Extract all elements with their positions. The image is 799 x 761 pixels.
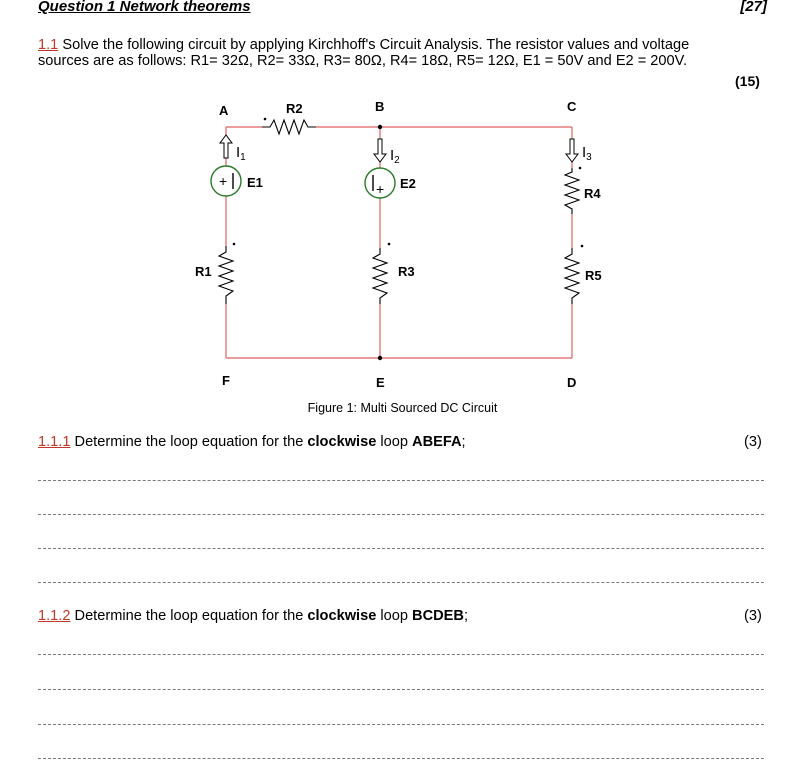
answer-line[interactable] bbox=[38, 758, 764, 759]
node-label-d: D bbox=[567, 375, 577, 390]
label-r4: R4 bbox=[584, 186, 601, 201]
question-total-marks: [27] bbox=[740, 0, 767, 15]
label-e1: E1 bbox=[247, 175, 263, 190]
label-r2: R2 bbox=[286, 101, 303, 116]
node-dot-e bbox=[378, 356, 382, 360]
question-1-1-1: 1.1.1 Determine the loop equation for the clockwise loop ABEFA; bbox=[38, 434, 466, 450]
intro-text: Solve the following circuit by applying Kirchhoff's Circuit Analysis. The resistor values and voltage sources are as follows: R1= 32Ω, R2= 33Ω, R3= 80Ω, R4= 18Ω, R5= 12Ω, E1 = 50V and E2 = 200V. bbox=[38, 37, 690, 69]
node-label-e: E bbox=[376, 375, 385, 390]
question-1-1-2: 1.1.2 Determine the loop equation for the clockwise loop BCDEB; bbox=[38, 608, 468, 624]
answer-line[interactable] bbox=[38, 514, 764, 515]
current-label-i2: $I_2$ bbox=[390, 147, 400, 166]
answer-line[interactable] bbox=[38, 689, 764, 690]
current-arrow-i2 bbox=[374, 139, 386, 162]
resistor-r1 bbox=[219, 246, 233, 304]
q111-ref: 1.1.1 bbox=[38, 434, 71, 450]
node-label-a: A bbox=[219, 103, 229, 118]
q112-ref: 1.1.2 bbox=[38, 608, 71, 624]
svg-text:+: + bbox=[376, 181, 385, 197]
source-e2 bbox=[365, 168, 395, 198]
resistor-r3 bbox=[373, 248, 387, 304]
resistor-r4 bbox=[565, 168, 579, 214]
current-label-i1: $I_1$ bbox=[236, 144, 246, 163]
intro-marks: (15) bbox=[735, 73, 760, 89]
answer-line[interactable] bbox=[38, 654, 764, 655]
node-label-c: C bbox=[567, 99, 577, 114]
source-e1 bbox=[211, 166, 241, 196]
answer-line[interactable] bbox=[38, 582, 764, 583]
label-r5: R5 bbox=[585, 268, 602, 283]
answer-line[interactable] bbox=[38, 724, 764, 725]
node-dot-b bbox=[378, 125, 382, 129]
answer-line[interactable] bbox=[38, 480, 764, 481]
label-e2: E2 bbox=[400, 176, 416, 191]
resistor-r2 bbox=[262, 120, 316, 134]
label-r1: R1 bbox=[195, 264, 212, 279]
q112-marks: (3) bbox=[744, 608, 762, 624]
label-r3: R3 bbox=[398, 264, 415, 279]
q111-marks: (3) bbox=[744, 434, 762, 450]
current-label-i3: $I_3$ bbox=[582, 144, 592, 163]
node-label-f: F bbox=[222, 373, 230, 388]
intro-ref: 1.1 bbox=[38, 37, 59, 53]
question-title: Question 1 Network theorems bbox=[38, 0, 251, 15]
answer-line[interactable] bbox=[38, 548, 764, 549]
node-label-b: B bbox=[375, 99, 385, 114]
current-arrow-i1 bbox=[220, 135, 232, 158]
figure-caption: Figure 1: Multi Sourced DC Circuit bbox=[307, 401, 498, 415]
current-arrow-i3 bbox=[566, 139, 578, 162]
svg-text:+: + bbox=[219, 173, 228, 189]
resistor-r5 bbox=[565, 248, 579, 304]
